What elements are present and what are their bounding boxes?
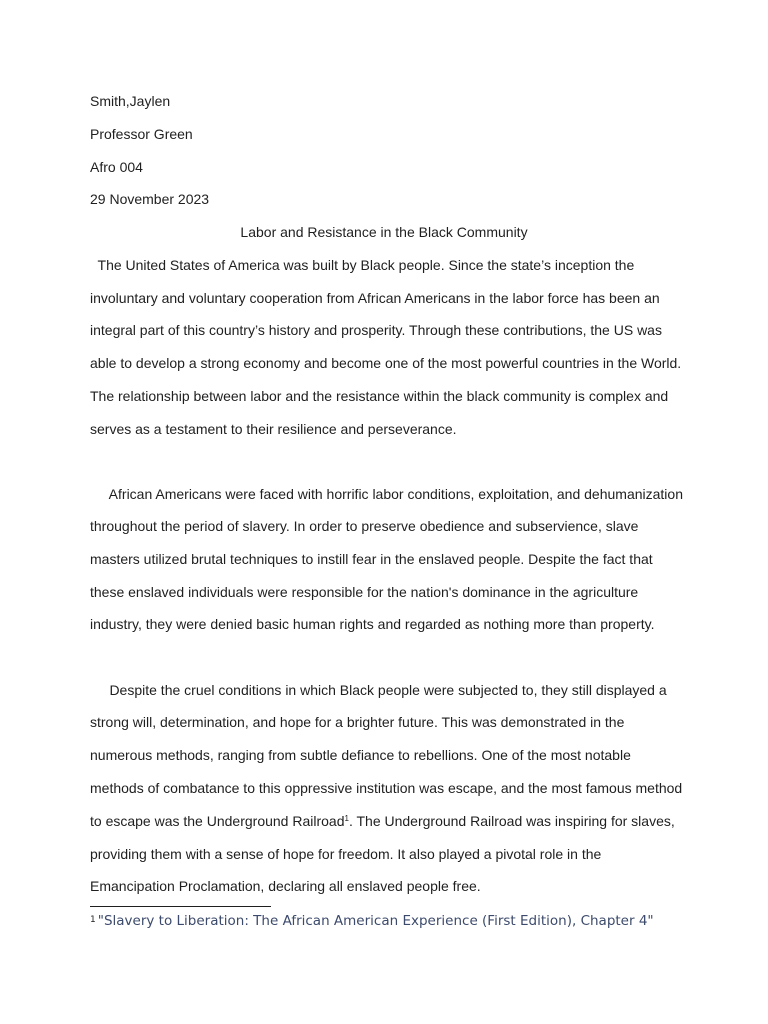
paragraph-line: strong will, determination, and hope for a brighter future. This was demonstrated in the [90,714,625,730]
footnote-marker: 1 [90,915,96,925]
paragraph-line: numerous methods, ranging from subtle defiance to rebellions. One of the most notable [90,747,631,763]
paragraph-line: able to develop a strong economy and become one of the most powerful countries in the World. [90,355,682,371]
document-date: 29 November 2023 [90,191,210,207]
line-text-after: . The Underground Railroad was inspiring for slaves, [348,813,675,829]
paragraph-line: throughout the period of slavery. In order to preserve obedience and subservience, slave [90,518,639,534]
paragraph-line: integral part of this country’s history and prosperity. Through these contributions, the US was [90,322,662,338]
paragraph-line: serves as a testament to their resilience and perseverance. [90,421,457,437]
professor-name: Professor Green [90,126,193,142]
paragraph-line: Despite the cruel conditions in which Black people were subjected to, they still displayed a [90,682,667,698]
paragraph-line: methods of combatance to this oppressive institution was escape, and the most famous method [90,780,683,796]
paragraph-line-with-footnote [90,812,675,830]
paragraph-line: these enslaved individuals were responsible for the nation's dominance in the agriculture [90,584,639,600]
student-name: Smith,Jaylen [90,93,171,109]
footnote-divider [90,906,271,907]
essay-title: Labor and Resistance in the Black Community [240,224,528,240]
line-text-before: to escape was the Underground Railroad [90,813,345,829]
footnote-reference[interactable]: 1 [344,814,349,823]
paragraph-line: African Americans were faced with horrific labor conditions, exploitation, and dehumanization [90,486,683,502]
paragraph-line: involuntary and voluntary cooperation from African Americans in the labor force has been an [90,290,660,306]
paragraph-line: The United States of America was built by Black people. Since the state’s inception the [90,257,635,273]
paragraph-line: Emancipation Proclamation, declaring all enslaved people free. [90,878,481,894]
paragraph-line: industry, they were denied basic human rights and regarded as nothing more than property. [90,616,655,632]
paragraph-line: providing them with a sense of hope for freedom. It also played a pivotal role in the [90,846,602,862]
course-name: Afro 004 [90,159,143,175]
paragraph-line: The relationship between labor and the resistance within the black community is complex and [90,388,669,404]
paragraph-line: masters utilized brutal techniques to instill fear in the enslaved people. Despite the fact that [90,551,653,567]
footnote-text[interactable]: "Slavery to Liberation: The African American Experience (First Edition), Chapter 4" [97,913,654,929]
footnote [90,912,654,932]
